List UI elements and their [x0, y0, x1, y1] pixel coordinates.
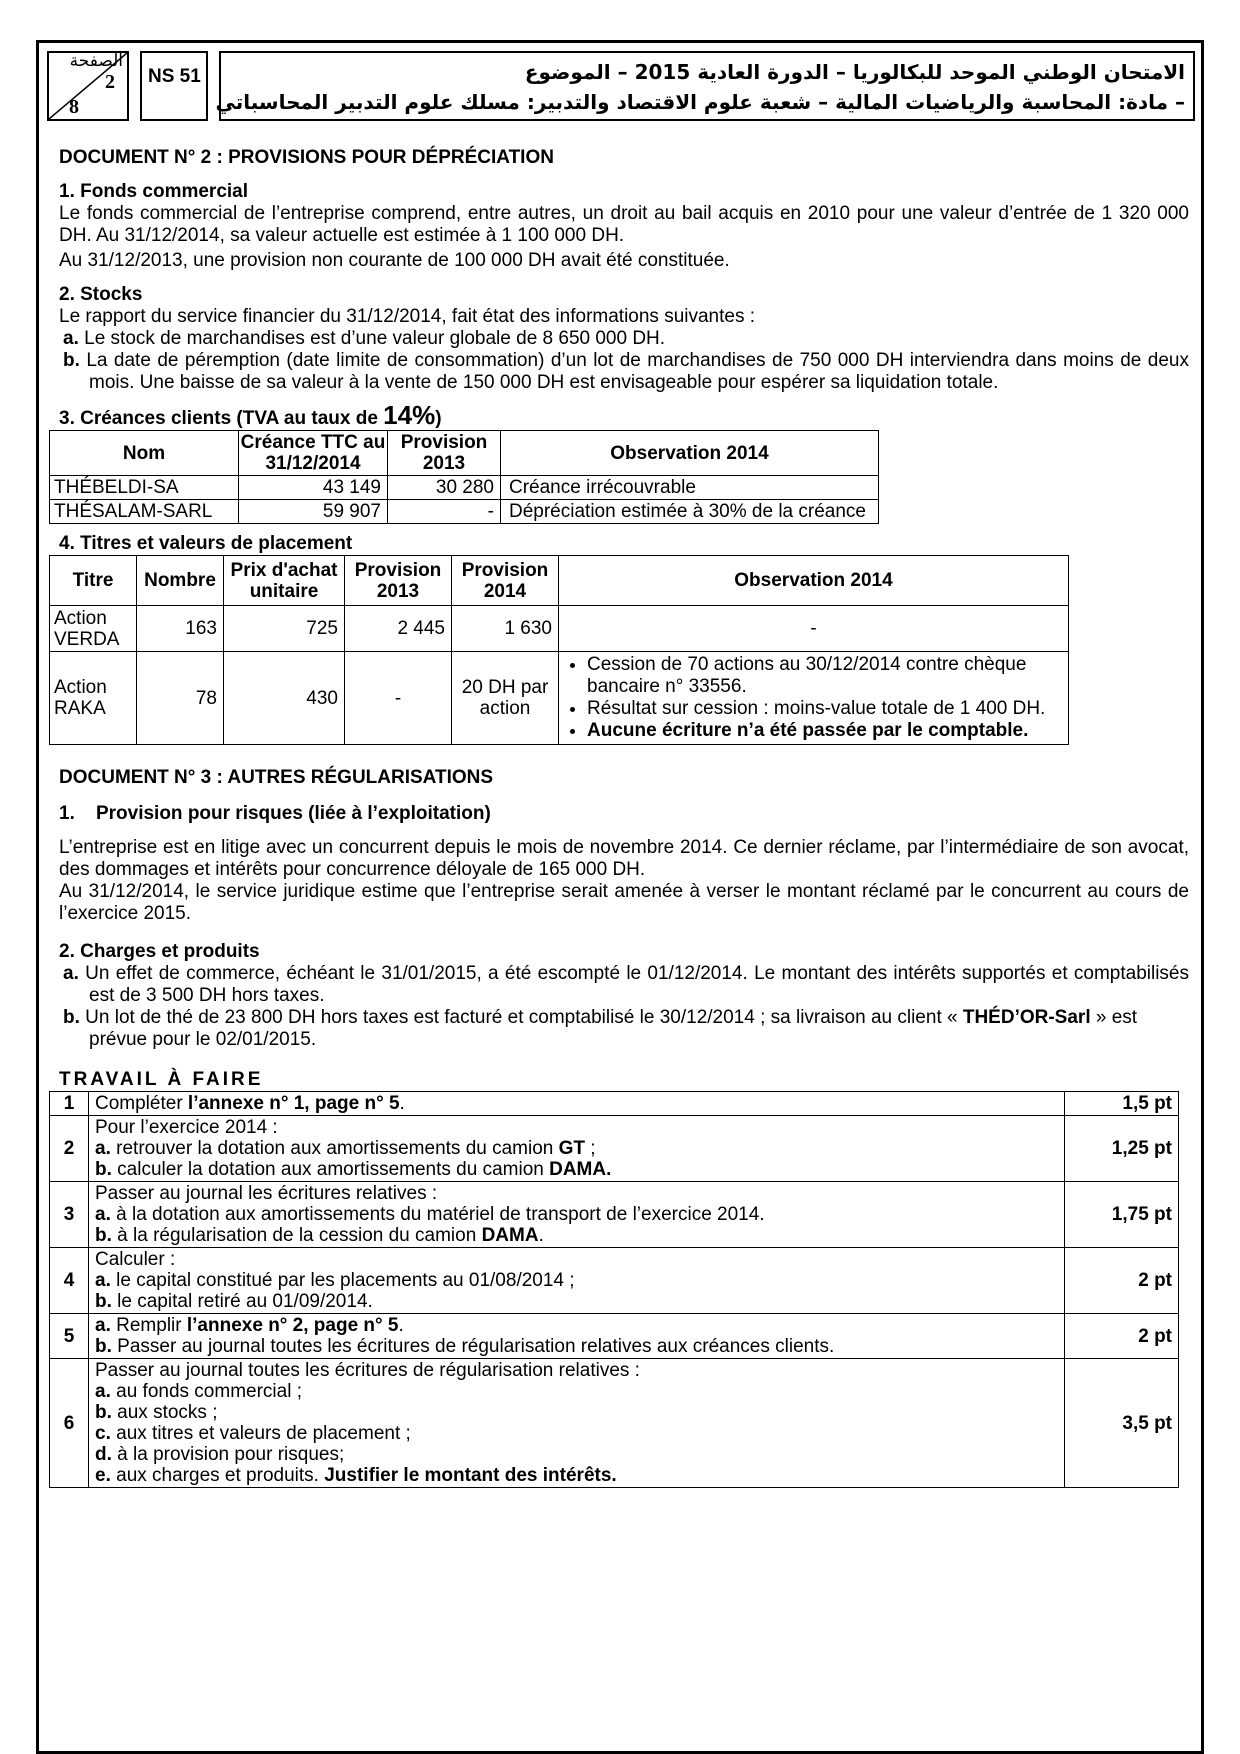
table-row [50, 1182, 1179, 1248]
letter: a. [95, 1270, 111, 1291]
doc2-title: DOCUMENT N° 2 : PROVISIONS POUR DÉPRÉCIATION [59, 147, 554, 168]
clients-table [49, 430, 879, 524]
titres-table [49, 555, 1069, 745]
item [95, 1225, 1063, 1246]
item [95, 1270, 1063, 1291]
table-row [50, 606, 1069, 652]
q-text [89, 1116, 1065, 1182]
item [95, 1381, 1063, 1402]
item [95, 1204, 1063, 1225]
bold-text: Justifier le montant des intérêts. [324, 1465, 617, 1486]
col-header: Provision 2013 [345, 556, 452, 606]
item [95, 1336, 1063, 1357]
table-row [50, 652, 1069, 745]
q-num: 2 [50, 1116, 89, 1182]
cell: 59 907 [239, 500, 388, 524]
q-text [89, 1359, 1065, 1488]
cell: 30 280 [388, 476, 501, 500]
text: aux stocks ; [117, 1402, 218, 1423]
letter: c. [95, 1423, 111, 1444]
travail-title: TRAVAIL À FAIRE [59, 1069, 264, 1090]
text: à la provision pour risques; [117, 1444, 345, 1465]
obs-list [563, 654, 1064, 742]
letter: b. [63, 350, 80, 371]
s3-prefix: 3. Créances clients (TVA au taux de [59, 408, 384, 429]
item [95, 1444, 1063, 1465]
cell [559, 652, 1069, 745]
letter: a. [63, 328, 79, 349]
q-num: 4 [50, 1248, 89, 1314]
list-item: • Résultat sur cession : moins-value totale de 1 400 DH. [587, 698, 1064, 720]
text: . [398, 1315, 404, 1336]
doc3-title: DOCUMENT N° 3 : AUTRES RÉGULARISATIONS [59, 767, 494, 788]
text: à la dotation aux amortissements du matériel de transport de l’exercice 2014. [116, 1204, 765, 1225]
bold-text: l’annexe n° 2, page n° 5 [186, 1315, 399, 1336]
doc2-s4-title: 4. Titres et valeurs de placement [59, 533, 353, 554]
text: Un lot de thé de 23 800 DH hors taxes est facturé et comptabilisé le 30/12/2014 ; sa livraison au client « [85, 1007, 963, 1028]
text: aux titres et valeurs de placement ; [116, 1423, 411, 1444]
table-row [50, 1116, 1179, 1182]
exam-title-line1: الامتحان الوطني الموحد للبكالوريا – الدورة العادية 2015 – الموضوع [524, 60, 1185, 84]
bold-text: GT [558, 1138, 586, 1159]
q-num: 3 [50, 1182, 89, 1248]
item [95, 1315, 1063, 1336]
text: . [538, 1225, 544, 1246]
letter: a. [63, 963, 79, 984]
cell: Créance irrécouvrable [501, 476, 879, 500]
s3-rate: 14% [383, 400, 436, 430]
q-points: 2 pt [1065, 1248, 1179, 1314]
list-item: • Aucune écriture n’a été passée par le comptable. [587, 720, 1064, 742]
q-points: 1,5 pt [1065, 1092, 1179, 1116]
bold-text: l’annexe n° 1, page n° 5 [187, 1093, 400, 1114]
text: Le stock de marchandises est d’une valeur globale de 8 650 000 DH. [84, 328, 666, 349]
text: le capital constitué par les placements au 01/08/2014 ; [116, 1270, 575, 1291]
exam-title-line2: – مادة: المحاسبة والرياضيات المالية – شعبة علوم الاقتصاد والتدبير: مسلك علوم التدبير المحاسباتي [215, 90, 1185, 114]
letter: a. [95, 1204, 111, 1225]
letter: d. [95, 1444, 112, 1465]
letter: b. [95, 1225, 112, 1246]
page-total: 8 [69, 96, 79, 118]
table-row [50, 476, 879, 500]
doc2-s1-p1: Le fonds commercial de l’entreprise comprend, entre autres, un droit au bail acquis en 2010 pour une valeur d’entrée de 1 320 000 DH. Au 31/12/2014, sa valeur actuelle est estimée à 1 100 000 DH. [59, 203, 1189, 246]
cell: 43 149 [239, 476, 388, 500]
doc3-s1-p2: Au 31/12/2014, le service juridique estime que l’entreprise serait amenée à verser le montant réclamé par le concurrent au cours de l’exercice 2015. [59, 881, 1189, 924]
page-number-box [47, 51, 129, 121]
letter: b. [95, 1402, 112, 1423]
doc3-s2-title: 2. Charges et produits [59, 941, 260, 962]
cell: - [345, 652, 452, 745]
q-points: 1,25 pt [1065, 1116, 1179, 1182]
bold-text: DAMA [481, 1225, 539, 1246]
text: Passer au journal toutes les écritures de régularisation relatives : [95, 1360, 640, 1381]
letter: b. [95, 1336, 112, 1357]
table-header-row [50, 431, 879, 476]
text: Calculer : [95, 1249, 176, 1270]
cell: Action RAKA [50, 652, 137, 745]
table-row [50, 1359, 1179, 1488]
q-num: 1 [50, 1092, 89, 1116]
item [95, 1159, 1063, 1180]
item [95, 1291, 1063, 1312]
letter: e. [95, 1465, 111, 1486]
cell: 430 [224, 652, 345, 745]
table-row [50, 1248, 1179, 1314]
col-header: Observation 2014 [559, 556, 1069, 606]
q-num: 6 [50, 1359, 89, 1488]
s3-suffix: ) [435, 408, 442, 429]
col-header: Nombre [137, 556, 224, 606]
col-header: Provision 2013 [388, 431, 501, 476]
letter: b. [63, 1007, 80, 1028]
col-header: Nom [50, 431, 239, 476]
letter: b. [95, 1159, 112, 1180]
text: au fonds commercial ; [116, 1381, 302, 1402]
text: » est prévue pour le 02/01/2015. [89, 1007, 1138, 1050]
cell: - [388, 500, 501, 524]
doc3-s2-a [59, 963, 1189, 1007]
table-row [50, 1314, 1179, 1359]
col-header: Titre [50, 556, 137, 606]
client-name: THÉD’OR-Sarl [962, 1007, 1091, 1028]
bold-text: DAMA. [549, 1159, 612, 1180]
q-text [89, 1248, 1065, 1314]
text: le capital retiré au 01/09/2014. [117, 1291, 373, 1312]
cell: 1 630 [452, 606, 559, 652]
q-text [89, 1092, 1065, 1116]
letter: a. [95, 1381, 111, 1402]
cell: THÉBELDI-SA [50, 476, 239, 500]
list-item: • Cession de 70 actions au 30/12/2014 contre chèque bancaire n° 33556. [587, 654, 1064, 698]
item [95, 1423, 1063, 1444]
q-num: 5 [50, 1314, 89, 1359]
doc2-s2-a [59, 328, 1189, 350]
text: Passer au journal les écritures relatives : [95, 1183, 438, 1204]
col-header: Créance TTC au 31/12/2014 [239, 431, 388, 476]
page-number: 2 [105, 71, 115, 93]
text: retrouver la dotation aux amortissements du camion [116, 1138, 559, 1159]
item [95, 1402, 1063, 1423]
item [95, 1138, 1063, 1159]
letter: a. [95, 1315, 111, 1336]
cell: THÉSALAM-SARL [50, 500, 239, 524]
col-header: Provision 2014 [452, 556, 559, 606]
letter: a. [95, 1138, 111, 1159]
doc2-s2-title: 2. Stocks [59, 284, 143, 305]
travail-table [49, 1091, 1179, 1488]
doc2-s2-p1: Le rapport du service financier du 31/12/2014, fait état des informations suivantes : [59, 306, 756, 327]
letter: b. [95, 1291, 112, 1312]
text: ; [585, 1138, 596, 1159]
cell: 20 DH par action [452, 652, 559, 745]
doc2-s2-b [59, 350, 1189, 394]
cell: - [559, 606, 1069, 652]
text: Remplir [116, 1315, 187, 1336]
text: à la régularisation de la cession du camion [117, 1225, 482, 1246]
doc2-s1-p2: Au 31/12/2013, une provision non courante de 100 000 DH avait été constituée. [59, 250, 730, 271]
doc3-s1-p1: L’entreprise est en litige avec un concurrent depuis le mois de novembre 2014. Ce dernier réclame, par l’intermédiaire de son avocat, des dommages et intérêts pour concurrence déloyale de 165 000 DH. [59, 837, 1189, 880]
doc2-s3-title [59, 400, 1189, 430]
text: Compléter [95, 1093, 188, 1114]
cell: 2 445 [345, 606, 452, 652]
page-frame [36, 40, 1204, 1754]
content [54, 137, 1190, 1488]
table-header-row [50, 556, 1069, 606]
text: Pour l’exercice 2014 : [95, 1117, 278, 1138]
text: Un effet de commerce, échéant le 31/01/2015, a été escompté le 01/12/2014. Le montant des intérêts supportés et comptabilisés est de 3 500 DH hors taxes. [85, 963, 1190, 1006]
text: calculer la dotation aux amortissements du camion [117, 1159, 550, 1180]
doc3-s2-b [59, 1007, 1189, 1051]
table-row [50, 500, 879, 524]
q-points: 3,5 pt [1065, 1359, 1179, 1488]
table-row [50, 1092, 1179, 1116]
doc2-s1-title: 1. Fonds commercial [59, 181, 249, 202]
text: aux charges et produits. [116, 1465, 325, 1486]
q-points: 2 pt [1065, 1314, 1179, 1359]
q-text [89, 1182, 1065, 1248]
q-points: 1,75 pt [1065, 1182, 1179, 1248]
exam-title [215, 51, 1195, 121]
cell: Dépréciation estimée à 30% de la créance [501, 500, 879, 524]
col-header: Observation 2014 [501, 431, 879, 476]
text: . [399, 1093, 405, 1114]
text: La date de péremption (date limite de consommation) d’un lot de marchandises de 750 000 DH interviendra dans moins de deux mois. Une baisse de sa valeur à la vente de 150 000 DH est envisageable pour espérer sa liquidation totale. [86, 350, 1189, 393]
page-label: الصفحة [69, 51, 123, 71]
cell: 725 [224, 606, 345, 652]
col-header: Prix d'achat unitaire [224, 556, 345, 606]
cell: 163 [137, 606, 224, 652]
item [95, 1465, 1063, 1486]
cell: Action VERDA [50, 606, 137, 652]
text: Passer au journal toutes les écritures de régularisation relatives aux créances clients. [117, 1336, 835, 1357]
doc3-s1-title: 1. Provision pour risques (liée à l’exploitation) [59, 803, 491, 824]
exam-code: NS 51 [140, 51, 208, 121]
cell: 78 [137, 652, 224, 745]
q-text [89, 1314, 1065, 1359]
